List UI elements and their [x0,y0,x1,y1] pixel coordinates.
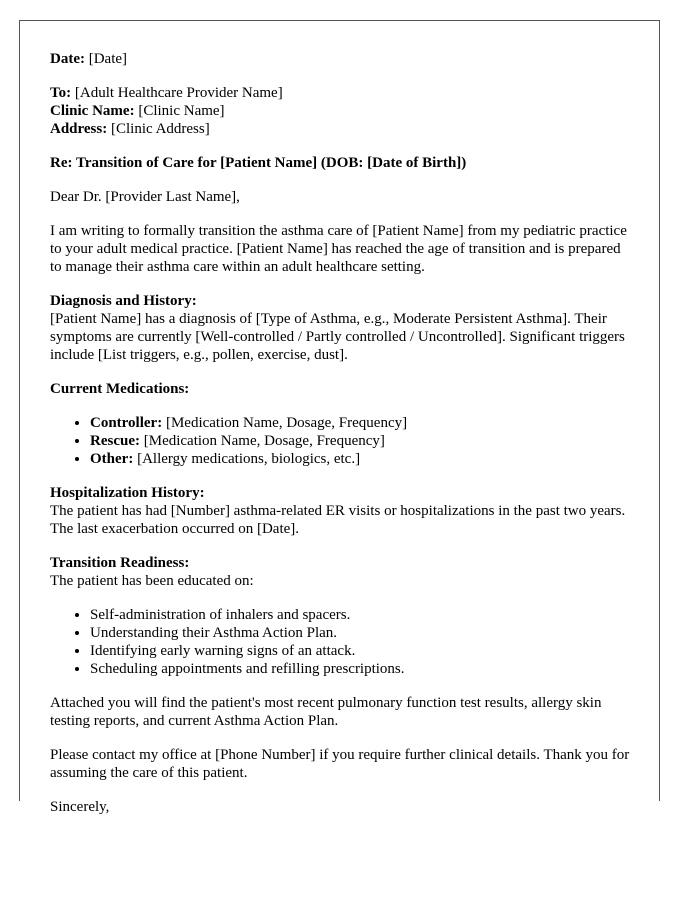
address-value: [Clinic Address] [110,121,210,137]
clinic-name-value: [Clinic Name] [138,103,225,119]
medication-label: Other: [90,451,134,467]
readiness-item: • Identifying early warning signs of an attack. [90,642,635,660]
closing: Sincerely, [50,799,110,815]
intro-paragraph: I am writing to formally transition the asthma care of [Patient Name] from my pediatric practice to your adult medical practice. [Patient Name] has reached the age of transition and is prepared to manage their asthma care within an adult healthcare setting. [50,223,627,275]
hospitalization-text: The patient has had [Number] asthma-related ER visits or hospitalizations in the past two years. The last exacerbation occurred on [Date]. [50,503,626,537]
medication-item-rescue [90,432,635,450]
salutation: Dear Dr. [Provider Last Name], [50,189,240,205]
readiness-text: The patient has been educated on: [50,573,254,589]
medications-heading [50,380,635,398]
medication-text: [Medication Name, Dosage, Frequency] [143,433,385,449]
recipient-block [50,84,635,138]
hospitalization-section [50,484,635,538]
readiness-list [50,606,635,678]
readiness-heading: Transition Readiness: [50,555,190,571]
readiness-item: • Scheduling appointments and refilling prescriptions. [90,660,635,678]
letter-content [50,50,635,815]
readiness-item: • Self-administration of inhalers and spacers. [90,606,635,624]
readiness-intro [50,554,635,590]
medication-label: Controller: [90,415,163,431]
readiness-item: • Understanding their Asthma Action Plan. [90,624,635,642]
to-label: To: [50,85,72,101]
medication-text: [Allergy medications, biologics, etc.] [137,451,361,467]
readiness-section [50,554,635,678]
to-value: [Adult Healthcare Provider Name] [74,85,283,101]
medications-list [50,414,635,468]
address-line [50,120,635,138]
medication-item-other [90,450,635,468]
address-label: Address: [50,121,108,137]
attachments-paragraph: Attached you will find the patient's most recent pulmonary function test results, allergy skin testing reports, and current Asthma Action Plan. [50,695,602,729]
diagnosis-section [50,292,635,364]
clinic-name-label: Clinic Name: [50,103,135,119]
closing-clip [50,798,635,815]
diagnosis-text: [Patient Name] has a diagnosis of [Type of Asthma, e.g., Moderate Persistent Asthma]. Their symptoms are currently [Well-controlled / Partly controlled / Uncontrolled]. Significant triggers include [List triggers, e.g., pollen, exercise, dust]. [50,311,625,363]
date-value: [Date] [88,51,128,67]
medication-text: [Medication Name, Dosage, Frequency] [165,415,408,431]
subject-line [50,154,635,172]
subject-text: Re: Transition of Care for [Patient Name] (DOB: [Date of Birth]) [50,155,467,171]
medications-heading-text: Current Medications: [50,381,190,397]
contact-paragraph: Please contact my office at [Phone Number] if you require further clinical details. Thank you for assuming the care of this patient. [50,747,630,781]
date-line [50,50,635,68]
diagnosis-heading: Diagnosis and History: [50,293,197,309]
medication-label: Rescue: [90,433,140,449]
to-line [50,84,635,102]
medication-item-controller [90,414,635,432]
hospitalization-heading: Hospitalization History: [50,485,205,501]
date-label: Date: [50,51,85,67]
letter-page [19,20,660,815]
clinic-name-line [50,102,635,120]
medications-section [50,380,635,468]
